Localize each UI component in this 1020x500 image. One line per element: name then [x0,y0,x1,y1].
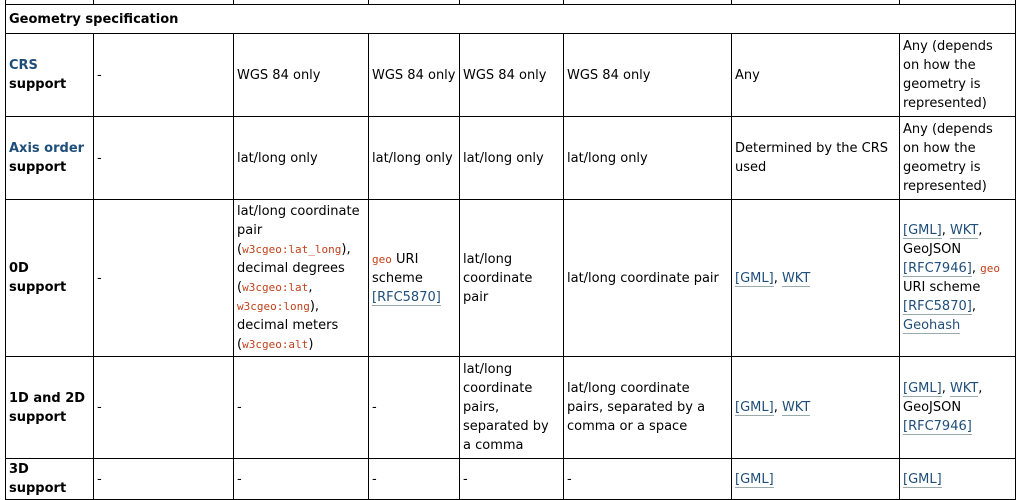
table-cell: lat/long coordinate pairs, separated by a comma or a space [564,357,732,459]
table-cell: Any [732,34,900,117]
rfc7946-link[interactable]: [RFC7946] [903,419,972,434]
rfc5870-link[interactable]: [RFC5870] [372,289,441,305]
table-cell: WGS 84 only [460,34,564,117]
table-cell: [GML], WKT [732,357,900,459]
table-cell: WGS 84 only [234,34,369,117]
code-term: w3cgeo:lat_long [242,243,342,256]
table-cell: - [234,459,369,500]
wkt-link[interactable]: WKT [781,400,811,415]
table-cell: Determined by the CRS used [732,117,900,200]
table-row [6,200,1016,357]
table-row [6,117,1016,200]
row-header-axis-order [6,117,94,200]
table-cell [900,459,1016,500]
table-cell: [GML], WKT, GeoJSON [RFC7946], geo URI scheme [RFC5870], Geohash [900,200,1016,357]
code-term: geo [372,252,392,266]
table-row [6,357,1016,459]
table-cell: lat/long only [460,117,564,200]
table-cell: - [94,459,234,500]
row-header-3d: 3D support [6,459,94,500]
table-cell: WGS 84 only [369,34,460,117]
row-header-0d: 0D support [6,200,94,357]
wkt-link[interactable]: WKT [781,270,811,286]
table-cell: lat/long coordinate pairs, separated by a comma [460,357,564,459]
crs-link[interactable]: CRS [9,58,38,73]
table-cell: WGS 84 only [564,34,732,117]
table-cell: - [94,357,234,459]
table-cell: lat/long only [564,117,732,200]
wkt-link[interactable]: WKT [949,381,979,396]
geohash-link[interactable]: Geohash [903,318,961,333]
gml-link[interactable]: [GML] [903,223,942,238]
gml-link[interactable]: [GML] [903,381,942,396]
row-header-rest: support [9,160,67,175]
table-cell: - [564,459,732,500]
table-row [6,459,1016,500]
gml-link[interactable]: [GML] [735,270,774,286]
rfc5870-link[interactable]: [RFC5870] [903,299,972,314]
table-cell [732,459,900,500]
geometry-spec-table [5,0,1016,500]
code-term: w3cgeo:lat [242,281,309,294]
table-cell: - [94,200,234,357]
code-term: geo [980,262,1000,275]
row-header-1d-2d: 1D and 2D support [6,357,94,459]
table-cell: [GML], WKT [732,200,900,357]
table-cell: - [460,459,564,500]
wkt-link[interactable]: WKT [949,223,979,238]
code-term: w3cgeo:long [237,300,310,313]
rfc7946-link[interactable]: [RFC7946] [903,261,972,276]
table-cell: - [234,357,369,459]
table-cell: lat/long coordinate pair [564,200,732,357]
table-cell: - [369,357,460,459]
table-row [6,34,1016,117]
code-term: w3cgeo:alt [242,338,309,351]
table-cell: lat/long coordinate pair [460,200,564,357]
table-cell: lat/long only [234,117,369,200]
row-header-rest: support [9,77,67,92]
table-cell: Any (depends on how the geometry is represented) [900,34,1016,117]
table-cell: - [369,459,460,500]
section-header: Geometry specification [6,5,1016,34]
table-cell: - [94,117,234,200]
gml-link[interactable]: [GML] [735,400,774,415]
row-header-crs [6,34,94,117]
section-header-row [6,5,1016,34]
axis-order-link[interactable]: Axis order [9,141,85,156]
table-cell: Any (depends on how the geometry is represented) [900,117,1016,200]
table-cell: lat/long only [369,117,460,200]
table-cell: lat/long coordinate pair (w3cgeo:lat_long), decimal degrees (w3cgeo:lat, w3cgeo:long), decimal meters (w3cgeo:alt) [234,200,369,357]
table-cell: geo URI scheme [RFC5870] [369,200,460,357]
gml-link[interactable]: [GML] [735,471,774,487]
table-cell: - [94,34,234,117]
table-cell: [GML], WKT, GeoJSON [RFC7946] [900,357,1016,459]
gml-link[interactable]: [GML] [903,471,942,487]
